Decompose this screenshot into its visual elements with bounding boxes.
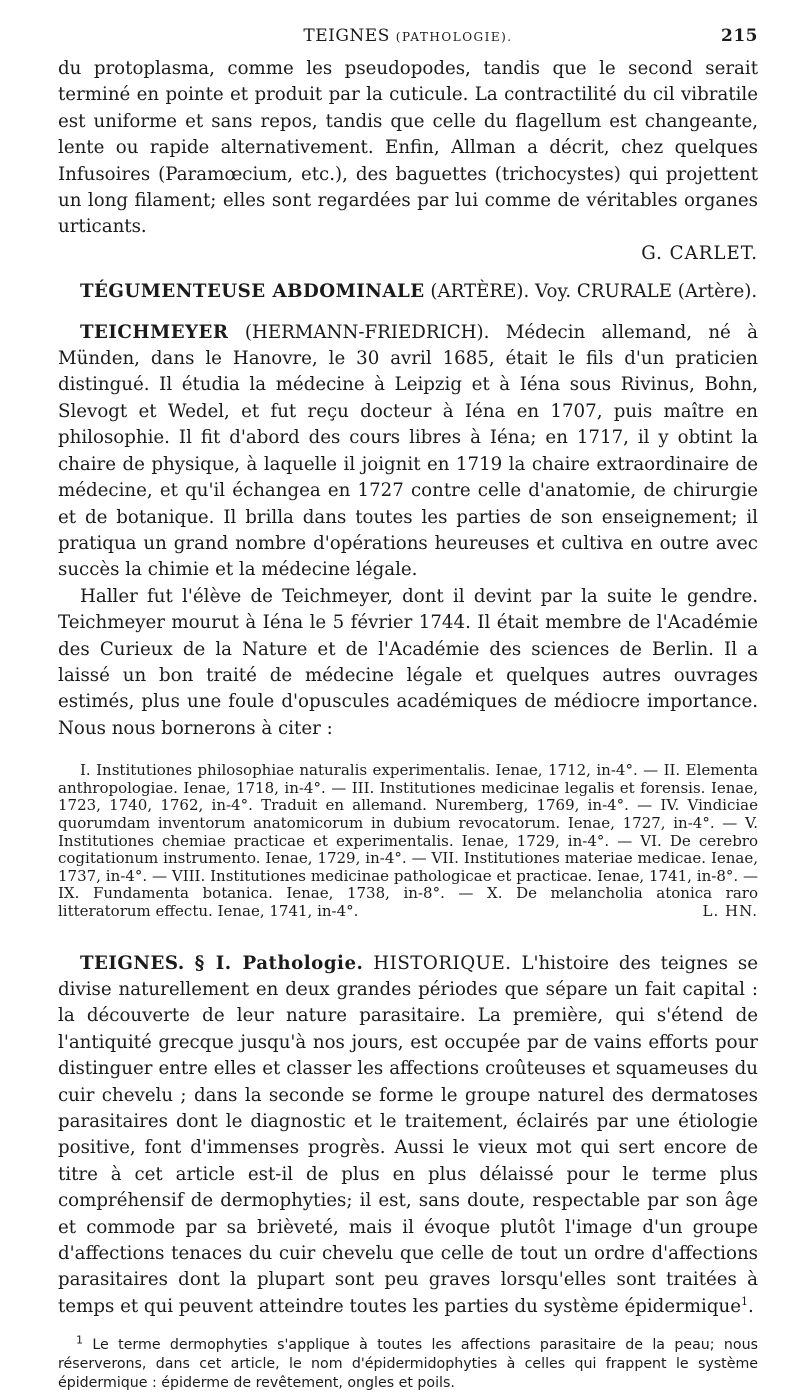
footnote-text: Le terme dermophyties s'applique à toutes les affections parasitaire de la peau; nous réserverons, dans cet article, le nom d'épidermidophyties à celles qui frappent le système épidermique : épiderme de revêtement, ongles et poils. <box>58 1337 758 1392</box>
entry-teignes: TEIGNES. § I. Pathologie. HISTORIQUE. L'histoire des teignes se divise naturellement en deux grandes périodes que sépare un fait capital : la découverte de leur nature parasitaire. La première, qui s'étend de l'antiquité grecque jusqu'à nos jours, est occupée par de vains efforts pour distinguer entre elles et classer les affections croûteuses et squameuses du cuir chevelu ; dans la seconde se forme le groupe naturel des dermatoses parasitaires dont le diagnostic et le traitement, éclairés par une étiologie positive, font d'immenses progrès. Aussi le vieux mot qui sert encore de titre à cet article est-il de plus en plus délaissé pour le terme plus compréhensif de dermophyties; il est, sans doute, respectable par son âge et commode par sa brièveté, mais il évoque plutôt l'image d'un groupe d'affections tenaces du cuir chevelu que celle de tout un ordre d'affections parasitaires dont la plupart sont peu graves lorsqu'elles sont traitées à temps et qui peuvent atteindre toutes les parties du système épidermique$^1$. <box>58 952 758 1317</box>
subhead-historique: HISTORIQUE. <box>373 952 512 974</box>
signature-hn: L. HN. <box>702 901 758 920</box>
teichmeyer-para-1: (HERMANN-FRIEDRICH). Médecin allemand, né à Münden, dans le Hanovre, le 30 avril 1685, était le fils d'un praticien distingué. Il étudia la médecine à Leipzig et à Iéna sous Rivinus, Bohn, Slevogt et Wedel, et fut reçu docteur à Iéna en 1707, puis maître en philosophie. Il fit d'abord des cours libres à Iéna; en 1717, il y obtint la chaire de physique, à laquelle il joignit en 1719 la chaire extraordinaire de médecine, et qu'il échangea en 1727 contre celle d'anatomie, de chirurgie et de botanique. Il brilla dans toutes les parties de son enseignement; il pratiqua un grand nombre d'opérations heureuses et cultiva en outre avec succès la chimie et la médecine légale. <box>58 321 758 581</box>
footnote <box>58 1333 758 1393</box>
page-number: 215 <box>721 26 758 46</box>
entry-tegumenteuse <box>58 279 758 305</box>
footnote-marker: 1 <box>76 1333 83 1347</box>
headword-tegumenteuse: TÉGUMENTEUSE ABDOMINALE <box>80 281 425 303</box>
carlet-entry-continuation: du protoplasma, comme les pseudopodes, tandis que le second serait terminé en pointe et produit par la cuticule. La contractilité du cil vibratile est uniforme et sans repos, tandis que celle du flagellum est changeante, lente ou rapide alternativement. Enfin, Allman a décrit, chez quelques Infusoires (Paramœcium, etc.), des baguettes (trichocystes) qui projettent un long filament; elles sont regardées par lui comme de véritables organes urticants. <box>58 58 758 238</box>
article-body <box>58 56 758 1393</box>
running-head <box>58 26 758 56</box>
running-subtitle: (PATHOLOGIE). <box>395 30 513 44</box>
section-pathologie: § I. Pathologie. <box>194 952 364 974</box>
headword-teichmeyer: TEICHMEYER <box>80 321 229 343</box>
teichmeyer-bibliography <box>58 762 758 920</box>
cross-reference: (ARTÈRE). Voy. CRURALE (Artère). <box>430 281 758 303</box>
signature-carlet: G. CARLET. <box>641 242 758 264</box>
running-title-text: TEIGNES <box>303 26 390 46</box>
teignes-text: L'histoire des teignes se divise naturellement en deux grandes périodes que sépare un fait capital : la découverte de leur nature parasitaire. La première, qui s'étend de l'antiquité grecque jusqu'à nos jours, est occupée par de vains efforts pour distinguer entre elles et classer les affections croûteuses et squameuses du cuir chevelu ; dans la seconde se forme le groupe naturel des dermatoses parasitaires dont le diagnostic et le traitement, éclairés par une étiologie positive, font d'immenses progrès. Aussi le vieux mot qui sert encore de titre à cet article est-il de plus en plus délaissé pour le terme plus compréhensif de dermophyties; il est, sans doute, respectable par son âge et commode par sa brièveté, mais il évoque plutôt l'image d'un groupe d'affections tenaces du cuir chevelu que celle de tout un ordre d'affections parasitaires dont la plupart sont peu graves lorsqu'elles sont traitées à temps et qui peuvent atteindre toutes les parties du système épidermique <box>58 952 758 1317</box>
running-title <box>58 26 758 46</box>
headword-teignes: TEIGNES. <box>80 952 185 974</box>
entry-teichmeyer <box>58 320 758 584</box>
teichmeyer-para-2: Haller fut l'élève de Teichmeyer, dont il devint par la suite le gendre. Teichmeyer mourut à Iéna le 5 février 1744. Il était membre de l'Académie des Curieux de la Nature et de l'Académie des sciences de Berlin. Il a laissé un bon traité de médecine légale et quelques autres ouvrages estimés, plus une foule d'opuscules académiques de médiocre importance. Nous nous bornerons à citer : <box>58 585 758 739</box>
bibliography-text: I. Institutiones philosophiae naturalis experimentalis. Ienae, 1712, in-4°. — II. Elementa anthropologiae. Ienae, 1718, in-4°. — III. Institutiones medicinae legalis et forensis. Ienae, 1723, 1740, 1762, in-4°. Traduit en allemand. Nuremberg, 1769, in-4°. — IV. Vindiciae quorumdam inventorum anatomicorum in dubium revocatorum. Ienae, 1727, in-4°. — V. Institutiones chemiae practicae et experimentalis. Ienae, 1729, in-4°. — VI. De cerebro cogitationum instrumento. Ienae, 1729, in-4°. — VII. Institutiones materiae medicae. Ienae, 1737, in-4°. — VIII. Institutiones medicinae pathologicae et practicae. Ienae, 1741, in-8°. — IX. Fundamenta botanica. Ienae, 1738, in-8°. — X. De melancholia atonica raro litteratorum effectu. Ienae, 1741, in-4°. <box>58 761 758 920</box>
footnote-reference: 1 <box>740 1294 748 1308</box>
